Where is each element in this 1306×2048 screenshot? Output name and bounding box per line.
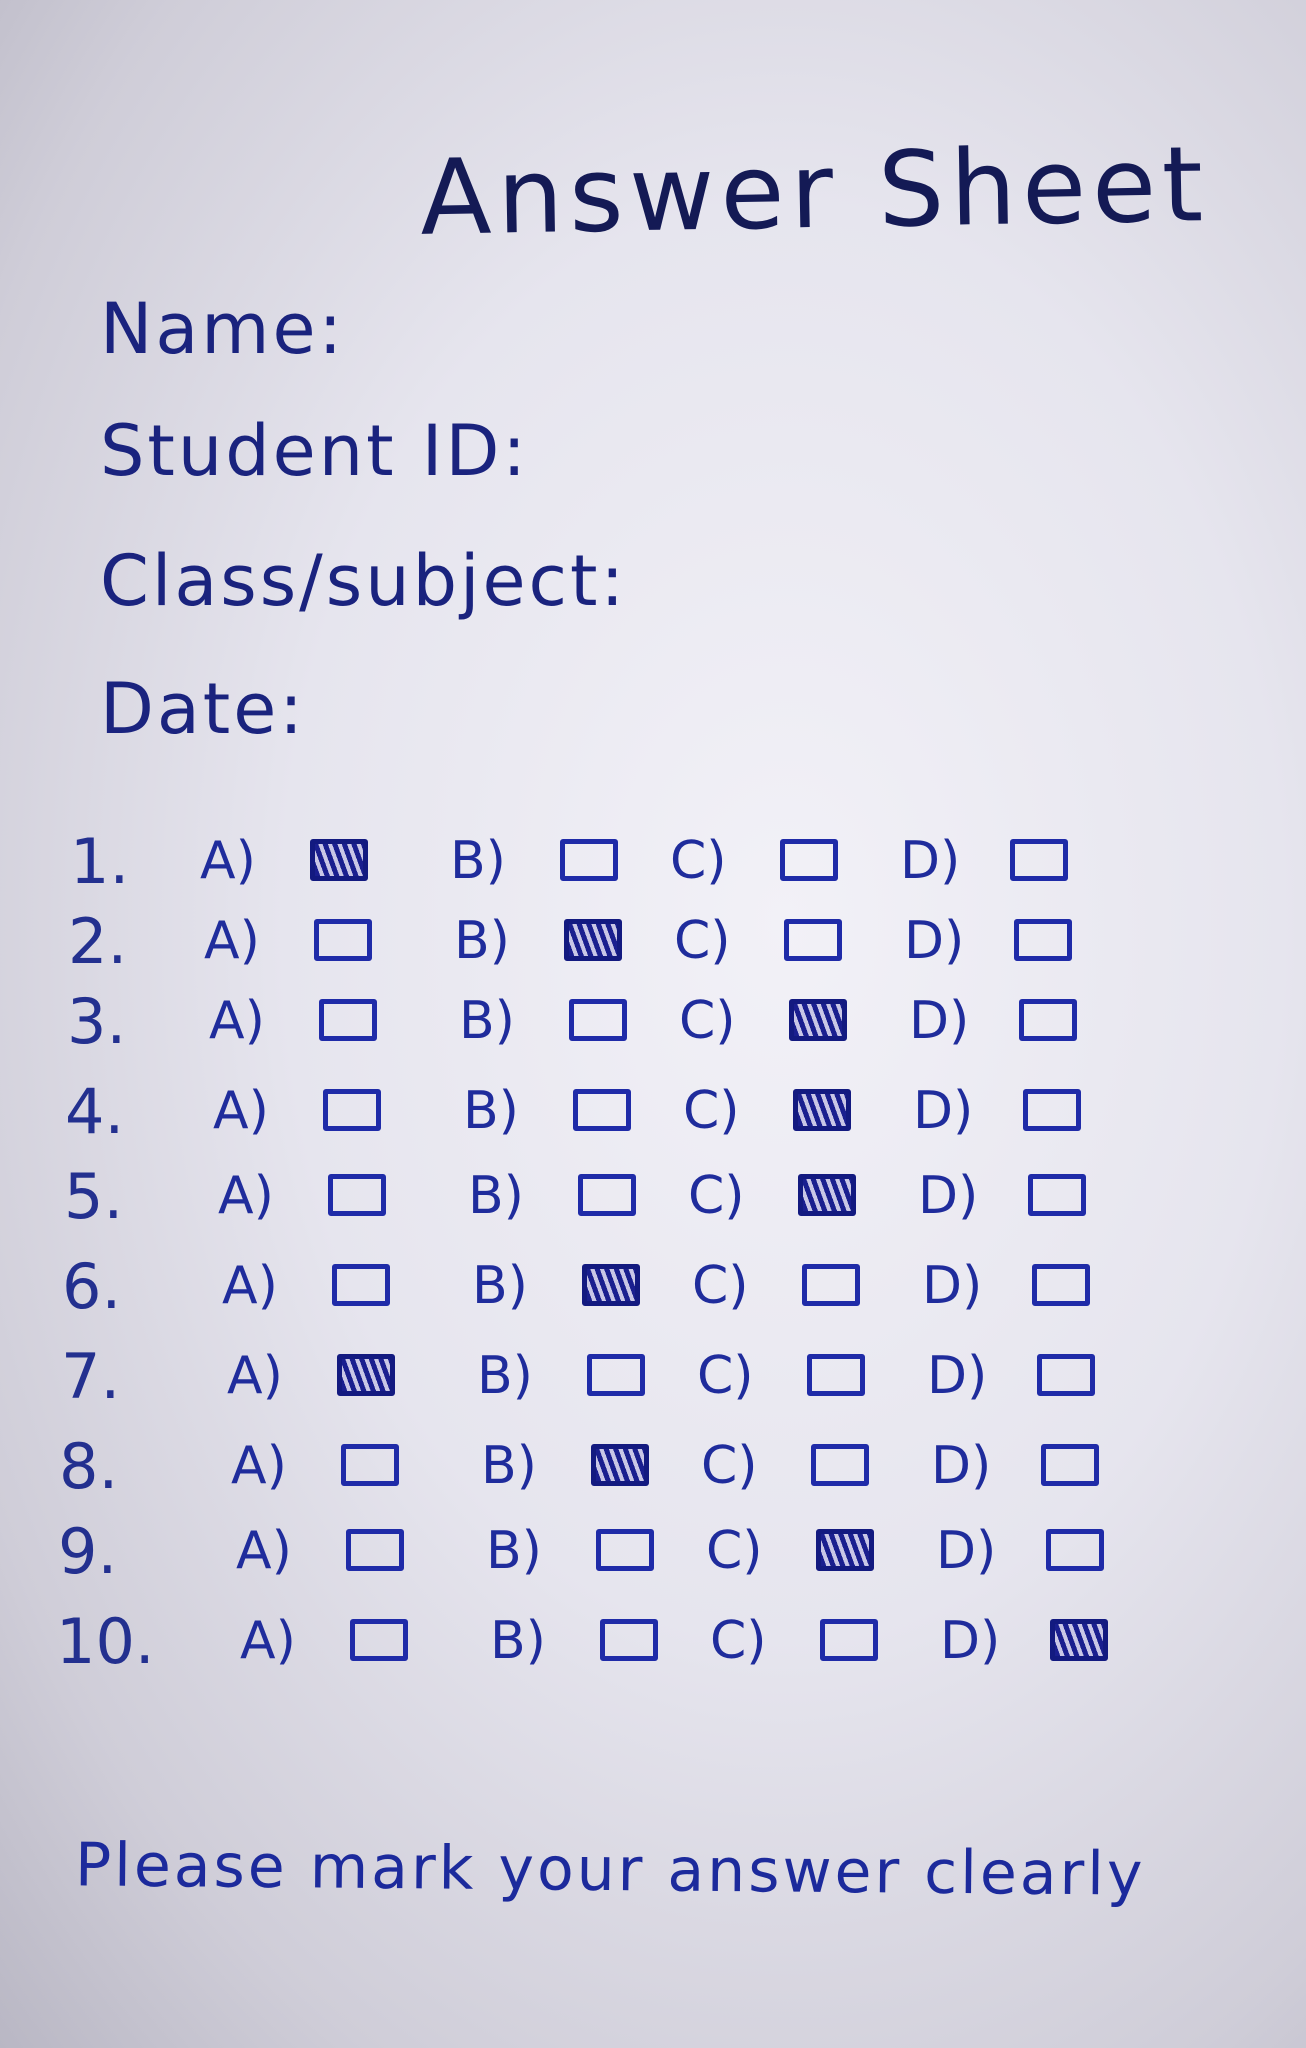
option-label: C) xyxy=(692,1256,749,1316)
option-label: A) xyxy=(231,1436,287,1496)
answer-checkbox-b[interactable] xyxy=(596,1529,654,1571)
sheet-title: Answer Sheet xyxy=(418,123,1210,259)
question-number: 10. xyxy=(56,1605,155,1678)
answer-checkbox-c[interactable] xyxy=(798,1174,856,1216)
answer-checkbox-d[interactable] xyxy=(1041,1444,1099,1486)
question-row xyxy=(59,1430,1209,1510)
answer-checkbox-c[interactable] xyxy=(793,1089,851,1131)
answer-checkbox-d[interactable] xyxy=(1028,1174,1086,1216)
question-number: 7. xyxy=(61,1340,121,1413)
question-number: 6. xyxy=(62,1250,122,1323)
date-field-label: Date: xyxy=(100,668,306,750)
answer-checkbox-a[interactable] xyxy=(310,839,368,881)
option-label: B) xyxy=(481,1436,537,1496)
option-label: D) xyxy=(940,1611,1001,1671)
option-label: C) xyxy=(688,1166,745,1226)
answer-checkbox-a[interactable] xyxy=(314,919,372,961)
option-label: A) xyxy=(209,991,265,1051)
option-label: D) xyxy=(909,991,970,1051)
answer-checkbox-d[interactable] xyxy=(1037,1354,1095,1396)
name-field-label: Name: xyxy=(100,288,346,370)
option-label: B) xyxy=(472,1256,528,1316)
option-label: B) xyxy=(477,1346,533,1406)
answer-checkbox-c[interactable] xyxy=(807,1354,865,1396)
answer-checkbox-b[interactable] xyxy=(573,1089,631,1131)
option-label: A) xyxy=(227,1346,283,1406)
option-label: D) xyxy=(904,911,965,971)
answer-checkbox-c[interactable] xyxy=(816,1529,874,1571)
question-row xyxy=(64,1160,1214,1240)
question-row xyxy=(58,1515,1208,1595)
answer-checkbox-b[interactable] xyxy=(560,839,618,881)
option-label: C) xyxy=(706,1521,763,1581)
option-label: D) xyxy=(936,1521,997,1581)
answer-checkbox-c[interactable] xyxy=(789,999,847,1041)
question-row xyxy=(70,825,1220,905)
answer-checkbox-c[interactable] xyxy=(802,1264,860,1306)
answer-checkbox-a[interactable] xyxy=(337,1354,395,1396)
question-row xyxy=(68,905,1218,985)
answer-checkbox-d[interactable] xyxy=(1046,1529,1104,1571)
answer-checkbox-d[interactable] xyxy=(1023,1089,1081,1131)
option-label: A) xyxy=(200,831,256,891)
answer-checkbox-b[interactable] xyxy=(587,1354,645,1396)
option-label: D) xyxy=(931,1436,992,1496)
answer-checkbox-d[interactable] xyxy=(1050,1619,1108,1661)
option-label: D) xyxy=(922,1256,983,1316)
answer-checkbox-b[interactable] xyxy=(591,1444,649,1486)
option-label: A) xyxy=(204,911,260,971)
option-label: B) xyxy=(454,911,510,971)
answer-checkbox-c[interactable] xyxy=(811,1444,869,1486)
option-label: D) xyxy=(927,1346,988,1406)
question-row xyxy=(67,985,1217,1065)
answer-checkbox-b[interactable] xyxy=(600,1619,658,1661)
option-label: C) xyxy=(710,1611,767,1671)
question-number: 5. xyxy=(64,1160,124,1233)
question-number: 8. xyxy=(59,1430,119,1503)
option-label: D) xyxy=(913,1081,974,1141)
answer-checkbox-c[interactable] xyxy=(780,839,838,881)
option-label: A) xyxy=(222,1256,278,1316)
option-label: B) xyxy=(463,1081,519,1141)
option-label: C) xyxy=(683,1081,740,1141)
answer-checkbox-c[interactable] xyxy=(784,919,842,961)
question-row xyxy=(62,1250,1212,1330)
student-id-field-label: Student ID: xyxy=(100,410,529,492)
question-number: 1. xyxy=(70,825,130,898)
option-label: C) xyxy=(674,911,731,971)
answer-checkbox-a[interactable] xyxy=(350,1619,408,1661)
answer-checkbox-a[interactable] xyxy=(341,1444,399,1486)
option-label: A) xyxy=(236,1521,292,1581)
option-label: A) xyxy=(240,1611,296,1671)
answer-checkbox-b[interactable] xyxy=(564,919,622,961)
option-label: D) xyxy=(900,831,961,891)
answer-checkbox-a[interactable] xyxy=(319,999,377,1041)
answer-checkbox-d[interactable] xyxy=(1014,919,1072,961)
question-row xyxy=(56,1605,1206,1685)
option-label: C) xyxy=(697,1346,754,1406)
answer-checkbox-a[interactable] xyxy=(328,1174,386,1216)
answer-checkbox-c[interactable] xyxy=(820,1619,878,1661)
option-label: C) xyxy=(670,831,727,891)
class-subject-field-label: Class/subject: xyxy=(100,540,628,622)
option-label: A) xyxy=(218,1166,274,1226)
option-label: B) xyxy=(459,991,515,1051)
question-number: 2. xyxy=(68,905,128,978)
answer-checkbox-d[interactable] xyxy=(1032,1264,1090,1306)
option-label: B) xyxy=(486,1521,542,1581)
answer-checkbox-b[interactable] xyxy=(582,1264,640,1306)
instructions-footer: Please mark your answer clearly xyxy=(74,1830,1146,1910)
option-label: B) xyxy=(468,1166,524,1226)
answer-checkbox-a[interactable] xyxy=(346,1529,404,1571)
option-label: A) xyxy=(213,1081,269,1141)
answer-checkbox-d[interactable] xyxy=(1010,839,1068,881)
option-label: C) xyxy=(679,991,736,1051)
answer-checkbox-b[interactable] xyxy=(569,999,627,1041)
answer-checkbox-a[interactable] xyxy=(323,1089,381,1131)
question-number: 9. xyxy=(58,1515,118,1588)
option-label: B) xyxy=(490,1611,546,1671)
question-number: 4. xyxy=(65,1075,125,1148)
question-row xyxy=(61,1340,1211,1420)
question-row xyxy=(65,1075,1215,1155)
answer-checkbox-d[interactable] xyxy=(1019,999,1077,1041)
option-label: D) xyxy=(918,1166,979,1226)
answer-checkbox-a[interactable] xyxy=(332,1264,390,1306)
answer-checkbox-b[interactable] xyxy=(578,1174,636,1216)
option-label: C) xyxy=(701,1436,758,1496)
option-label: B) xyxy=(450,831,506,891)
question-number: 3. xyxy=(67,985,127,1058)
